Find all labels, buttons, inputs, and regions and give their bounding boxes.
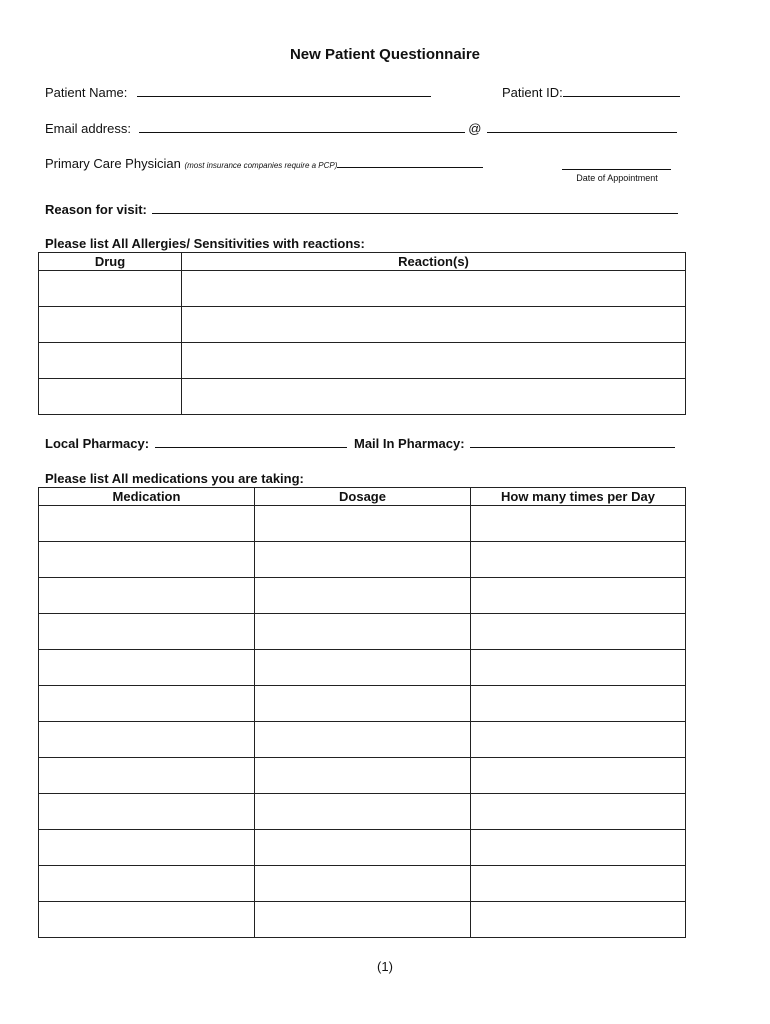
medication-cell[interactable] (39, 758, 255, 794)
frequency-cell[interactable] (471, 866, 686, 902)
table-row (39, 650, 686, 686)
allergy-drug-cell[interactable] (39, 379, 182, 415)
allergy-drug-cell[interactable] (39, 307, 182, 343)
frequency-cell[interactable] (471, 758, 686, 794)
pcp-row (45, 155, 483, 171)
table-row (39, 542, 686, 578)
table-row (39, 902, 686, 938)
patient-id-field[interactable] (563, 84, 680, 97)
patient-name-label: Patient Name: (45, 85, 128, 100)
email-user-field[interactable] (139, 120, 465, 133)
email-label: Email address: (45, 121, 131, 136)
pcp-note: (most insurance companies require a PCP) (184, 161, 338, 170)
pcp-label: Primary Care Physician (45, 156, 181, 171)
frequency-cell[interactable] (471, 614, 686, 650)
frequency-cell[interactable] (471, 506, 686, 542)
table-row (39, 686, 686, 722)
frequency-cell[interactable] (471, 650, 686, 686)
dosage-cell[interactable] (255, 614, 471, 650)
allergy-reaction-cell[interactable] (182, 307, 686, 343)
allergies-header-row (39, 253, 686, 271)
pcp-field[interactable] (337, 155, 483, 168)
page-number: (1) (377, 959, 393, 974)
medication-cell[interactable] (39, 866, 255, 902)
dosage-cell[interactable] (255, 722, 471, 758)
medication-cell[interactable] (39, 506, 255, 542)
medications-header-medication: Medication (39, 488, 255, 506)
email-domain-field[interactable] (487, 120, 677, 133)
allergy-reaction-cell[interactable] (182, 343, 686, 379)
table-row (39, 343, 686, 379)
dosage-cell[interactable] (255, 506, 471, 542)
dosage-cell[interactable] (255, 650, 471, 686)
local-pharmacy-row (45, 435, 347, 451)
table-row (39, 379, 686, 415)
medication-cell[interactable] (39, 578, 255, 614)
frequency-cell[interactable] (471, 578, 686, 614)
frequency-cell[interactable] (471, 902, 686, 938)
patient-name-field[interactable] (137, 84, 431, 97)
table-row (39, 866, 686, 902)
allergies-table (38, 252, 686, 415)
allergy-drug-cell[interactable] (39, 271, 182, 307)
dosage-cell[interactable] (255, 686, 471, 722)
table-row (39, 722, 686, 758)
table-row (39, 830, 686, 866)
dosage-cell[interactable] (255, 866, 471, 902)
reason-row (45, 201, 678, 217)
allergies-header-drug: Drug (39, 253, 182, 271)
frequency-cell[interactable] (471, 542, 686, 578)
medication-cell[interactable] (39, 614, 255, 650)
local-pharmacy-field[interactable] (155, 435, 347, 448)
table-row (39, 614, 686, 650)
patient-id-row (502, 84, 680, 100)
medication-cell[interactable] (39, 542, 255, 578)
page-title: New Patient Questionnaire (289, 46, 481, 63)
medications-table (38, 487, 686, 938)
local-pharmacy-label: Local Pharmacy: (45, 436, 150, 451)
table-row (39, 506, 686, 542)
dosage-cell[interactable] (255, 830, 471, 866)
medication-cell[interactable] (39, 722, 255, 758)
dosage-cell[interactable] (255, 758, 471, 794)
medication-cell[interactable] (39, 686, 255, 722)
table-row (39, 758, 686, 794)
patient-name-row (45, 84, 431, 100)
email-row (45, 120, 677, 136)
medications-header-frequency: How many times per Day (471, 488, 686, 506)
table-row (39, 271, 686, 307)
allergy-reaction-cell[interactable] (182, 271, 686, 307)
medications-header-row (39, 488, 686, 506)
allergy-drug-cell[interactable] (39, 343, 182, 379)
reason-field[interactable] (152, 201, 678, 214)
appointment-date-field[interactable] (562, 157, 671, 170)
medication-cell[interactable] (39, 794, 255, 830)
reason-label: Reason for visit: (45, 202, 147, 217)
email-at-sign: @ (468, 121, 482, 136)
frequency-cell[interactable] (471, 794, 686, 830)
mail-pharmacy-row (354, 435, 675, 451)
mail-pharmacy-label: Mail In Pharmacy: (354, 436, 465, 451)
allergy-reaction-cell[interactable] (182, 379, 686, 415)
frequency-cell[interactable] (471, 686, 686, 722)
medication-cell[interactable] (39, 650, 255, 686)
frequency-cell[interactable] (471, 722, 686, 758)
table-row (39, 578, 686, 614)
dosage-cell[interactable] (255, 794, 471, 830)
allergies-header-reactions: Reaction(s) (182, 253, 686, 271)
medication-cell[interactable] (39, 830, 255, 866)
table-row (39, 307, 686, 343)
dosage-cell[interactable] (255, 578, 471, 614)
medications-heading: Please list All medications you are taking: (45, 471, 304, 486)
frequency-cell[interactable] (471, 830, 686, 866)
allergies-heading: Please list All Allergies/ Sensitivities with reactions: (45, 236, 365, 251)
patient-id-label: Patient ID: (502, 85, 563, 100)
mail-pharmacy-field[interactable] (470, 435, 675, 448)
table-row (39, 794, 686, 830)
dosage-cell[interactable] (255, 542, 471, 578)
medications-header-dosage: Dosage (255, 488, 471, 506)
appointment-date-label: Date of Appointment (576, 173, 658, 183)
dosage-cell[interactable] (255, 902, 471, 938)
medication-cell[interactable] (39, 902, 255, 938)
